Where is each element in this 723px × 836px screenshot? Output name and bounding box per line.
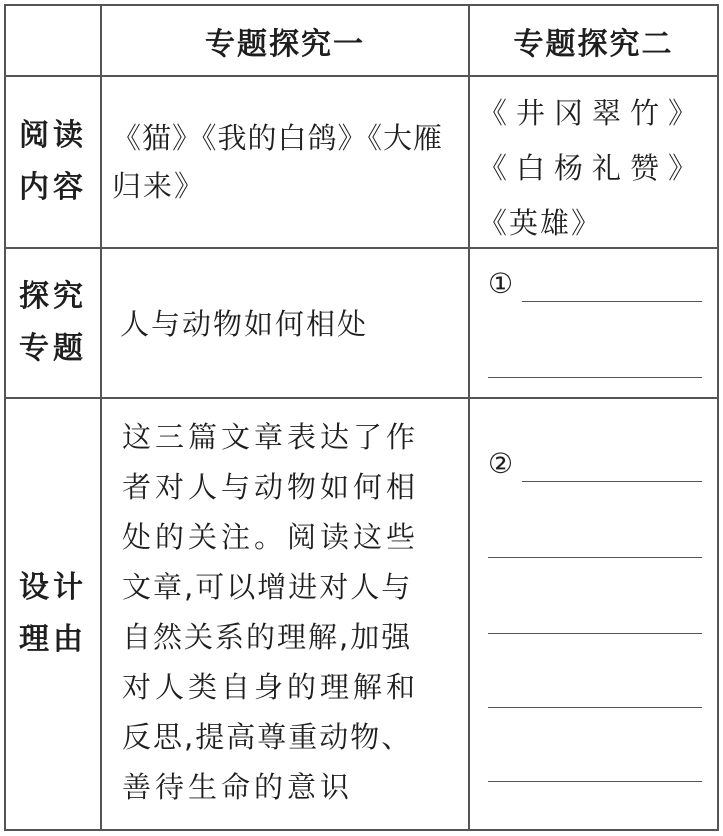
text-line: 者对人与动物如何相 <box>122 470 420 504</box>
row-label-reading-content <box>6 77 100 247</box>
text-line: 文章,可以增进对人与 <box>122 570 413 604</box>
text-line: 《井冈翠竹》 <box>478 96 707 130</box>
text-line: 人与动物如何相处 <box>120 307 369 341</box>
table-border-bottom <box>4 829 719 831</box>
research-topic-topic-one <box>120 300 460 348</box>
row-label-line: 内容 <box>19 170 87 205</box>
design-rationale-topic-one <box>122 412 462 812</box>
header-topic-two-label: 专题探究二 <box>513 26 674 62</box>
header-cell-topic-one <box>102 6 468 75</box>
row-label-line: 设计 <box>19 570 87 605</box>
row-label-line: 阅读 <box>19 118 87 153</box>
answer-blank-line <box>522 481 702 482</box>
text-line: 对人类自身的理解和 <box>122 670 420 704</box>
answer-blank-line <box>488 633 702 634</box>
reading-content-topic-one <box>112 114 462 210</box>
text-line: 《白杨礼赞》 <box>478 151 707 185</box>
answer-marker-two: ② <box>488 447 514 480</box>
row-label-line: 专题 <box>19 331 87 366</box>
row-label-design-rationale <box>6 399 100 829</box>
row-label-research-topic <box>6 249 100 397</box>
text-line: 自然关系的理解,加强 <box>122 620 413 654</box>
row-divider-header <box>4 75 719 77</box>
research-topic-topic-two <box>470 249 717 397</box>
table-border-right <box>717 4 719 831</box>
header-topic-one-label: 专题探究一 <box>205 26 365 62</box>
design-rationale-topic-two <box>470 399 717 829</box>
text-line: 反思,提高尊重动物、 <box>122 720 413 754</box>
reading-content-topic-two <box>478 86 714 251</box>
header-cell-empty <box>6 6 100 75</box>
answer-blank-line <box>522 301 702 302</box>
text-line: 这三篇文章表达了作 <box>122 420 420 454</box>
row-label-line: 探究 <box>19 279 87 314</box>
text-line: 处的关注。阅读这些 <box>122 520 420 554</box>
answer-blank-line <box>488 377 702 378</box>
text-line: 《猫》《我的白鸽》《大雁 <box>112 121 444 155</box>
answer-blank-line <box>488 707 702 708</box>
text-line: 《英雄》 <box>478 206 603 240</box>
answer-marker-one: ① <box>488 267 514 300</box>
answer-blank-line <box>488 557 702 558</box>
answer-blank-line <box>488 781 702 782</box>
column-divider-1 <box>100 4 102 831</box>
text-line: 善待生命的意识 <box>122 770 354 804</box>
text-line: 归来》 <box>112 169 206 203</box>
row-label-line: 理由 <box>19 622 87 657</box>
header-cell-topic-two <box>470 6 717 75</box>
